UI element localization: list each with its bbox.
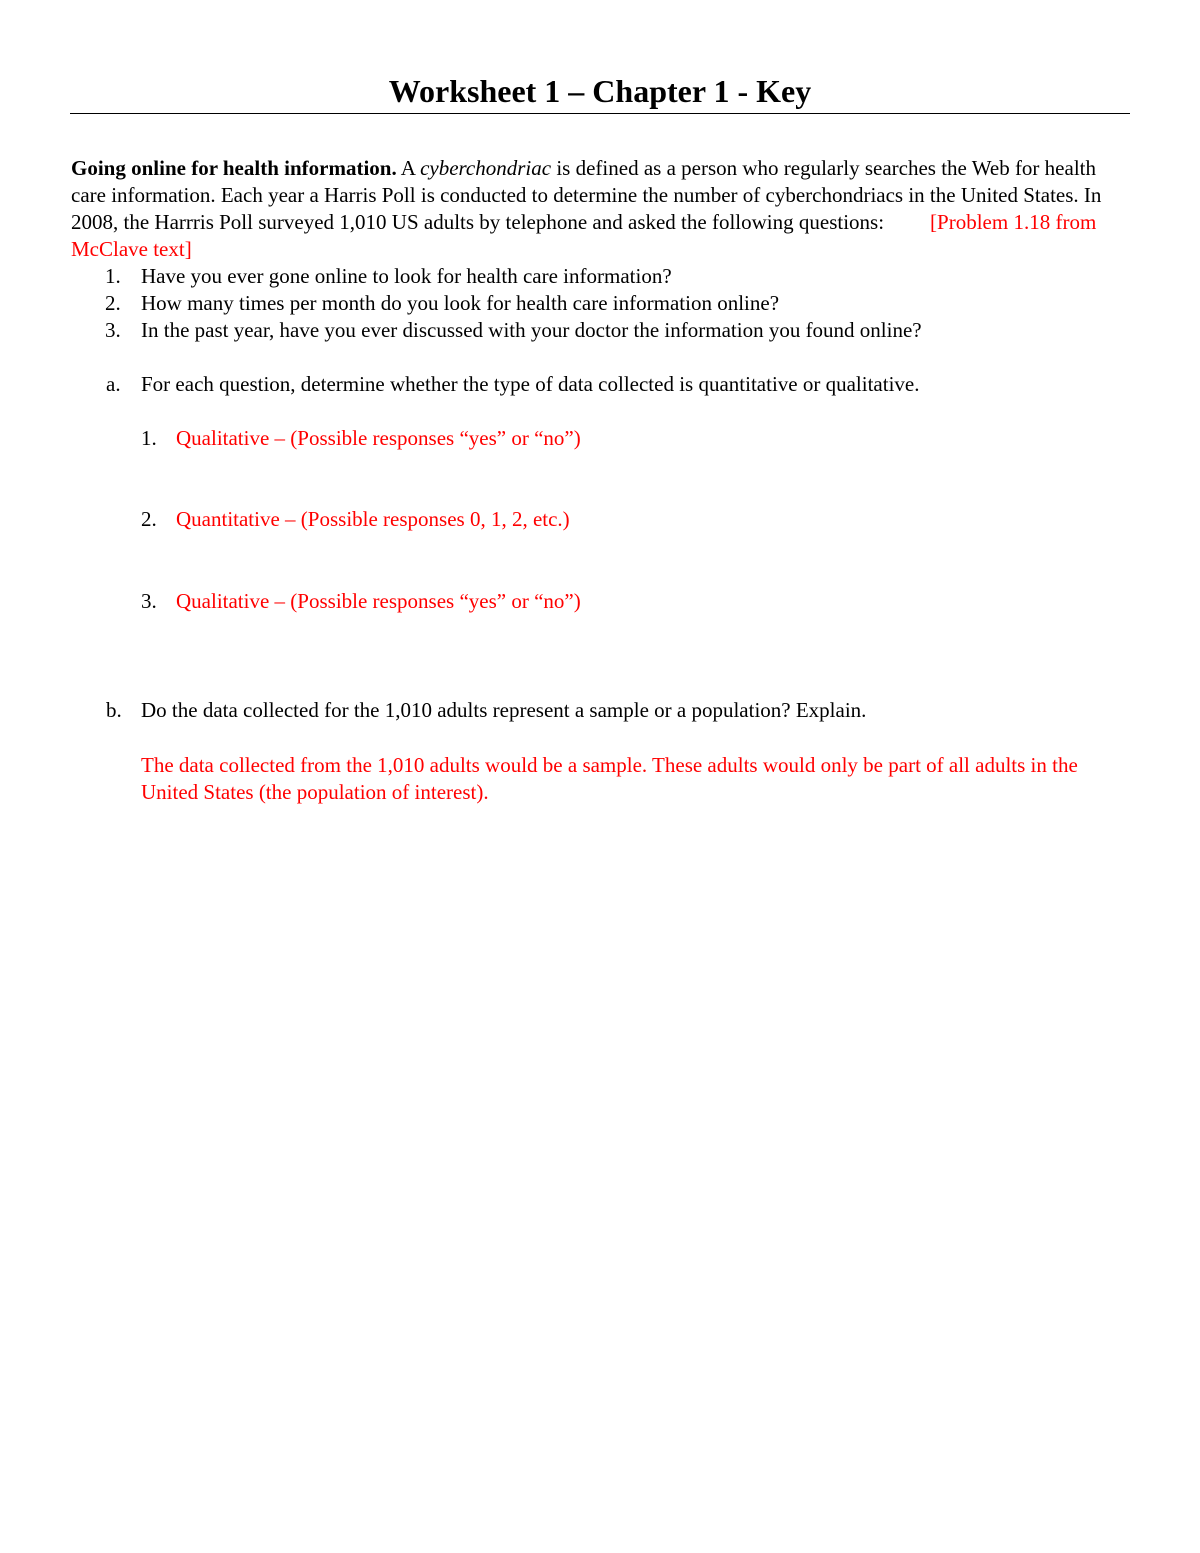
intro-bold-lead: Going online for health information.	[71, 156, 397, 180]
answer-number: 1.	[141, 426, 157, 450]
answer-text: Qualitative – (Possible responses “yes” or “no”)	[176, 426, 581, 450]
question-number: 3.	[105, 318, 121, 342]
title-divider	[70, 113, 1130, 114]
list-item	[71, 290, 1131, 317]
problem-reference: [Problem 1.18 from McClave text]	[71, 210, 1097, 261]
part-b-answer-text: The data collected from the 1,010 adults would be a sample. These adults would only be part of all adults in the United States (the population of interest).	[141, 753, 1078, 804]
question-text: In the past year, have you ever discussed with your doctor the information you found online?	[141, 318, 922, 342]
part-b-answer	[141, 752, 1101, 806]
part-a-label: a.	[106, 372, 121, 396]
answer-number: 3.	[141, 589, 157, 613]
part-b-question: Do the data collected for the 1,010 adults represent a sample or a population? Explain.	[141, 698, 867, 722]
answer-text: Quantitative – (Possible responses 0, 1, 2, etc.)	[176, 507, 570, 531]
intro-paragraph	[71, 155, 1131, 263]
list-item	[71, 317, 1131, 344]
question-number: 2.	[105, 291, 121, 315]
page-title: Worksheet 1 – Chapter 1 - Key	[388, 73, 812, 109]
intro-text-b: is defined as a person who regularly searches the Web for health care information. Each year a Harris Poll is conducted to determine the number of cyberchondriacs in the United States. In 2008, the Harrris Poll surveyed 1,010 US adults by telephone and asked the following questions:	[71, 156, 1102, 234]
problem-intro	[71, 155, 1131, 263]
question-number: 1.	[105, 264, 121, 288]
question-text: How many times per month do you look for health care information online?	[141, 291, 780, 315]
answer-text: Qualitative – (Possible responses “yes” or “no”)	[176, 589, 581, 613]
intro-italic-term: cyberchondriac	[420, 156, 552, 180]
part-a-question: For each question, determine whether the type of data collected is quantitative or qualitative.	[141, 372, 920, 396]
part-b-label: b.	[106, 698, 122, 722]
question-text: Have you ever gone online to look for health care information?	[141, 264, 672, 288]
answer-number: 2.	[141, 507, 157, 531]
question-list	[71, 263, 1131, 344]
list-item	[71, 263, 1131, 290]
intro-text-a: A	[396, 156, 421, 180]
